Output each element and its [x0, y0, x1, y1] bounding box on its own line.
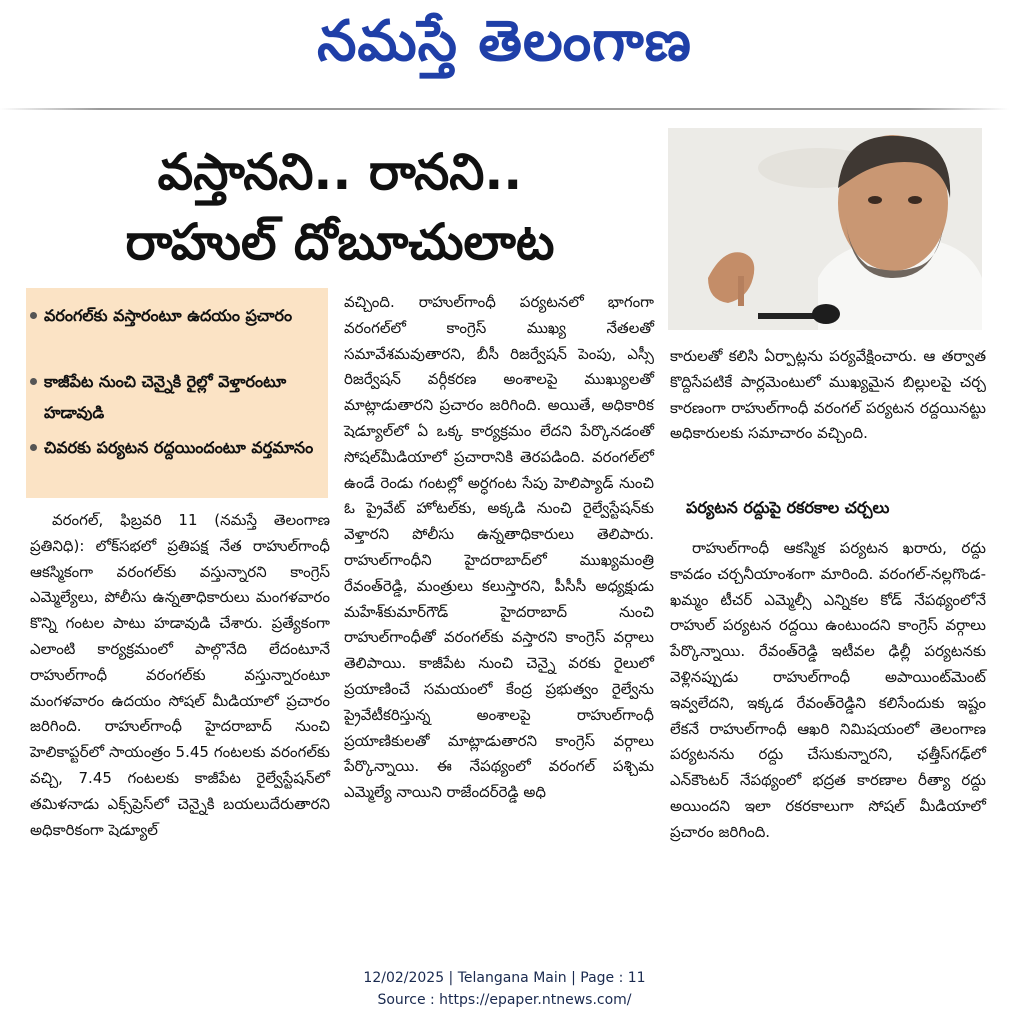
- article-column-2: [344, 290, 654, 950]
- article-paragraph: వచ్చింది. రాహుల్‌గాంధీ పర్యటనలో భాగంగా వరంగల్‌లో కాంగ్రెస్ ముఖ్య నేతలతో సమావేశమవుతారని, బీసీ రిజర్వేషన్ పెంపు, ఎస్సీ రిజర్వేషన్ వర్గీకరణ అంశాలపై ముఖ్యులతో మాట్లాడుతారని ప్రచారం జరిగింది. అయితే, అధికారిక షెడ్యూల్‌లో ఏ ఒక్క కార్యక్రమం లేదని పేర్కొనడంతో సోషల్‌మీడియాలో ప్రచారానికి తెరపడింది. వరంగల్‌లో ఉండే రెండు గంటల్లో అర్ధగంట సేపు హెలిప్యాడ్ నుంచి ఓ ప్రైవేట్ హోటల్‌కు, అక్కడి నుంచి రైల్వేస్టేషన్‌కు వెళ్తారని పోలీసు ఉన్నతాధికారులు తెలిపారు. రాహుల్‌గాంధీని హైదరాబాద్‌లో ముఖ్యమంత్రి రేవంత్‌రెడ్డి, మంత్రులు కలుస్తారని, పీసీసీ అధ్యక్షుడు మహేశ్‌కుమార్‌గౌడ్ హైదరాబాద్ నుంచి రాహుల్‌గాంధీతో వరంగల్‌కు వస్తారని కాంగ్రెస్ వర్గాలు తెలిపాయి. కాజీపేట నుంచి చెన్నై వరకు రైలులో ప్రయాణించే సమయంలో కేంద్ర ప్రభుత్వం రైల్వేను ప్రైవేటీకరిస్తున్న అంశాలపై రాహుల్‌గాంధీ ప్రయాణికులతో మాట్లాడుతారని కాంగ్రెస్ వర్గాలు పేర్కొన్నాయి. ఈ నేపథ్యంలో వరంగల్ పశ్చిమ ఎమ్మెల్యే నాయిని రాజేందర్‌రెడ్డి అధి: [344, 293, 654, 802]
- highlight-item: [44, 300, 324, 331]
- masthead-logo: నమస్తే తెలంగాణ: [317, 9, 692, 74]
- highlight-text: చివరకు పర్యటన రద్దయిందంటూ వర్తమానం: [44, 438, 314, 457]
- highlight-text: వరంగల్‌కు వస్తారంటూ ఉదయం ప్రచారం: [44, 306, 293, 325]
- article-column-3b: [670, 536, 986, 936]
- bullet-icon: [30, 444, 37, 451]
- highlights-box: [26, 288, 328, 498]
- highlight-text: కాజీపేట నుంచి చెన్నైకి రైల్లో వెళ్తారంటూ హడావుడి: [44, 372, 287, 422]
- highlight-item: [44, 432, 324, 463]
- article-paragraph: కారులతో కలిసి ఏర్పాట్లను పర్యవేక్షించారు. ఆ తర్వాత కొద్దిసేపటికే పార్లమెంటులో ముఖ్యమైన బిల్లులపై చర్చ కారణంగా రాహుల్‌గాంధీ వరంగల్ పర్యటన రద్దయినట్టు అధికారులకు సమాచారం వచ్చింది.: [670, 347, 986, 443]
- footer-source: Source : https://epaper.ntnews.com/: [377, 992, 632, 1008]
- bullet-icon: [30, 378, 37, 385]
- article-column-3a: [670, 344, 986, 484]
- article-photo: [668, 128, 982, 330]
- headline-line-1: వస్తానని.. రానని..: [157, 143, 523, 201]
- masthead: [0, 0, 1009, 100]
- portrait-illustration: [668, 128, 982, 330]
- article-paragraph: వరంగల్, ఫిబ్రవరి 11 (నమస్తే తెలంగాణ ప్రతినిధి): లోక్‌సభలో ప్రతిపక్ష నేత రాహుల్‌గాంధీ ఆకస్మికంగా వరంగల్‌కు వస్తున్నారని కాంగ్రెస్ ఎమ్మెల్యేలు, పోలీసు ఉన్నతాధికారులు మంగళవారం కొన్ని గంటల పాటు హడావుడి చేశారు. ప్రత్యేకంగా ఎలాంటి కార్యక్రమంలో పాల్గొనేది లేదంటూనే రాహుల్‌గాంధీ వరంగల్‌కు వస్తున్నారంటూ మంగళవారం ఉదయం సోషల్ మీడియాలో ప్రచారం జరిగింది. రాహుల్‌గాంధీ హైదరాబాద్ నుంచి హెలికాప్టర్‌లో సాయంత్రం 5.45 గంటలకు వరంగల్‌కు వచ్చి, 7.45 గంటలకు కాజీపేట రైల్వేస్టేషన్‌లో తమిళనాడు ఎక్స్‌ప్రెస్‌లో చెన్నైకి బయలుదేరుతారని అధికారికంగా షెడ్యూల్: [30, 511, 330, 839]
- sub-heading: పర్యటన రద్దుపై రకరకాల చర్చలు: [686, 498, 890, 517]
- headline-line-2: రాహుల్ దోబూచులాట: [125, 213, 555, 271]
- bullet-icon: [30, 312, 37, 319]
- article-paragraph: రాహుల్‌గాంధీ ఆకస్మిక పర్యటన ఖరారు, రద్దు కావడం చర్చనీయాంశంగా మారింది. వరంగల్-నల్లగొండ-ఖమ్మం టీచర్ ఎమ్మెల్సీ ఎన్నికల కోడ్ నేపథ్యంలోనే రాహుల్ పర్యటన రద్దయి ఉంటుందని కాంగ్రెస్ వర్గాలు పేర్కొన్నాయి. రేవంత్‌రెడ్డి ఇటీవల ఢిల్లీ పర్యటనకు వెళ్లినప్పుడు రాహుల్‌గాంధీ అపాయింట్‌మెంట్ ఇవ్వలేదని, ఇక్కడ రేవంత్‌రెడ్డిని కలిసేందుకు ఇష్టం లేకనే రాహుల్‌గాంధీ ఆఖరి నిమిషయంలో తెలంగాణ పర్యటనను రద్దు చేసుకున్నారని, ఛత్తీస్‌గఢ్‌లో ఎన్‌కౌంటర్ నేపథ్యంలో భద్రత కారణాల రీత్యా రద్దు అయిందని ఇలా రకరకాలుగా సోషల్ మీడియాలో ప్రచారం జరిగింది.: [670, 539, 986, 841]
- footer-dateline: 12/02/2025 | Telangana Main | Page : 11: [363, 970, 646, 986]
- masthead-rule: [0, 108, 1009, 110]
- highlight-item: [44, 366, 324, 428]
- article-column-1: [30, 508, 330, 948]
